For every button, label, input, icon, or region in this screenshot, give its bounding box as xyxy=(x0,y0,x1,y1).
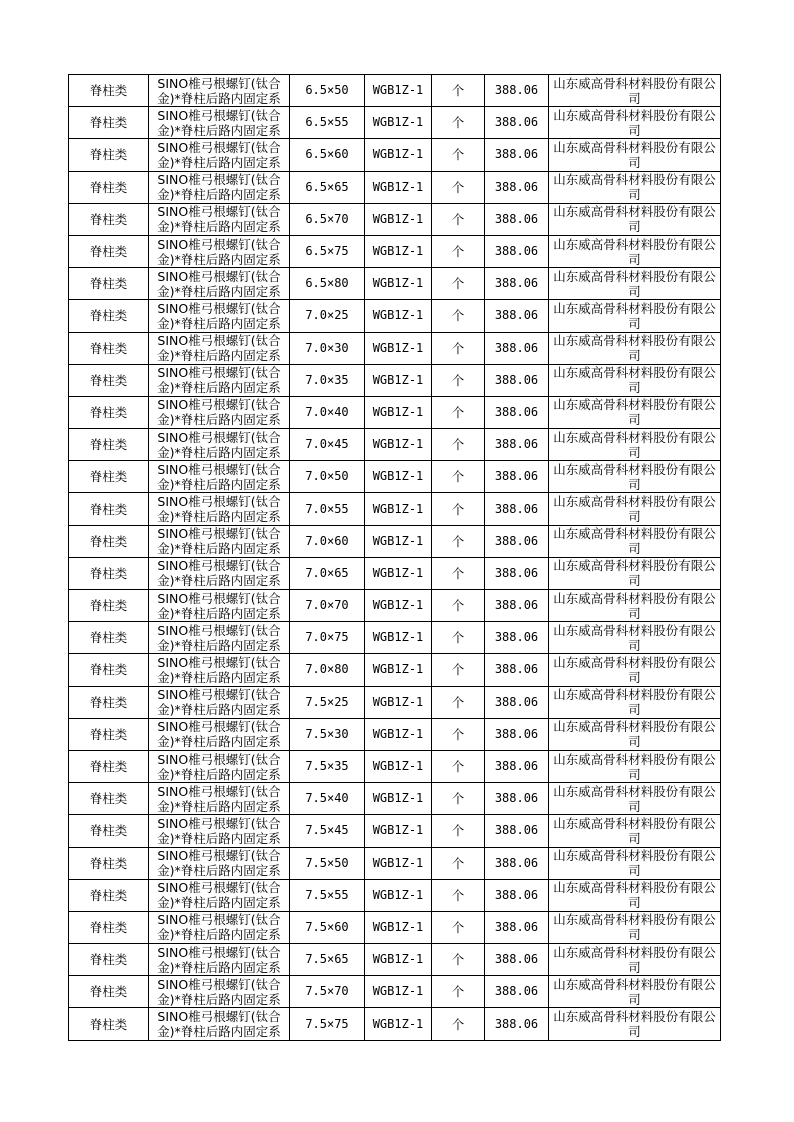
spec-cell: 6.5×80 xyxy=(290,268,365,300)
spec-cell: 7.0×40 xyxy=(290,396,365,428)
table-body xyxy=(69,75,721,1041)
category-cell: 脊柱类 xyxy=(69,654,149,686)
model-cell: WGB1Z-1 xyxy=(365,396,432,428)
category-cell: 脊柱类 xyxy=(69,815,149,847)
spec-cell: 6.5×60 xyxy=(290,139,365,171)
spec-cell: 6.5×55 xyxy=(290,107,365,139)
table-row xyxy=(69,429,721,461)
price-cell: 388.06 xyxy=(485,203,549,235)
price-cell: 388.06 xyxy=(485,364,549,396)
manufacturer-cell: 山东威高骨科材料股份有限公司 xyxy=(549,107,721,139)
unit-cell: 个 xyxy=(432,815,485,847)
price-cell: 388.06 xyxy=(485,300,549,332)
spec-cell: 7.5×30 xyxy=(290,718,365,750)
product-name-cell: SINO椎弓根螺钉(钛合金)*脊柱后路内固定系 xyxy=(149,203,290,235)
product-name-cell: SINO椎弓根螺钉(钛合金)*脊柱后路内固定系 xyxy=(149,783,290,815)
table-row xyxy=(69,493,721,525)
price-cell: 388.06 xyxy=(485,268,549,300)
manufacturer-cell: 山东威高骨科材料股份有限公司 xyxy=(549,976,721,1008)
product-name-cell: SINO椎弓根螺钉(钛合金)*脊柱后路内固定系 xyxy=(149,750,290,782)
manufacturer-cell: 山东威高骨科材料股份有限公司 xyxy=(549,396,721,428)
product-name-cell: SINO椎弓根螺钉(钛合金)*脊柱后路内固定系 xyxy=(149,396,290,428)
unit-cell: 个 xyxy=(432,396,485,428)
table-row xyxy=(69,332,721,364)
product-name-cell: SINO椎弓根螺钉(钛合金)*脊柱后路内固定系 xyxy=(149,944,290,976)
unit-cell: 个 xyxy=(432,976,485,1008)
manufacturer-cell: 山东威高骨科材料股份有限公司 xyxy=(549,718,721,750)
unit-cell: 个 xyxy=(432,622,485,654)
category-cell: 脊柱类 xyxy=(69,364,149,396)
product-name-cell: SINO椎弓根螺钉(钛合金)*脊柱后路内固定系 xyxy=(149,622,290,654)
product-name-cell: SINO椎弓根螺钉(钛合金)*脊柱后路内固定系 xyxy=(149,911,290,943)
price-cell: 388.06 xyxy=(485,750,549,782)
category-cell: 脊柱类 xyxy=(69,557,149,589)
category-cell: 脊柱类 xyxy=(69,750,149,782)
price-cell: 388.06 xyxy=(485,976,549,1008)
table-row xyxy=(69,235,721,267)
product-name-cell: SINO椎弓根螺钉(钛合金)*脊柱后路内固定系 xyxy=(149,429,290,461)
spec-cell: 7.5×35 xyxy=(290,750,365,782)
category-cell: 脊柱类 xyxy=(69,783,149,815)
unit-cell: 个 xyxy=(432,75,485,107)
spec-cell: 7.5×25 xyxy=(290,686,365,718)
manufacturer-cell: 山东威高骨科材料股份有限公司 xyxy=(549,364,721,396)
spec-cell: 7.5×50 xyxy=(290,847,365,879)
unit-cell: 个 xyxy=(432,847,485,879)
product-price-table xyxy=(68,74,721,1041)
manufacturer-cell: 山东威高骨科材料股份有限公司 xyxy=(549,847,721,879)
manufacturer-cell: 山东威高骨科材料股份有限公司 xyxy=(549,171,721,203)
model-cell: WGB1Z-1 xyxy=(365,590,432,622)
product-name-cell: SINO椎弓根螺钉(钛合金)*脊柱后路内固定系 xyxy=(149,976,290,1008)
table-row xyxy=(69,783,721,815)
unit-cell: 个 xyxy=(432,139,485,171)
manufacturer-cell: 山东威高骨科材料股份有限公司 xyxy=(549,622,721,654)
product-name-cell: SINO椎弓根螺钉(钛合金)*脊柱后路内固定系 xyxy=(149,1008,290,1040)
price-cell: 388.06 xyxy=(485,525,549,557)
price-cell: 388.06 xyxy=(485,815,549,847)
model-cell: WGB1Z-1 xyxy=(365,203,432,235)
price-cell: 388.06 xyxy=(485,171,549,203)
unit-cell: 个 xyxy=(432,686,485,718)
price-cell: 388.06 xyxy=(485,879,549,911)
price-cell: 388.06 xyxy=(485,461,549,493)
product-name-cell: SINO椎弓根螺钉(钛合金)*脊柱后路内固定系 xyxy=(149,686,290,718)
category-cell: 脊柱类 xyxy=(69,235,149,267)
category-cell: 脊柱类 xyxy=(69,1008,149,1040)
unit-cell: 个 xyxy=(432,203,485,235)
unit-cell: 个 xyxy=(432,300,485,332)
product-name-cell: SINO椎弓根螺钉(钛合金)*脊柱后路内固定系 xyxy=(149,557,290,589)
table-row xyxy=(69,622,721,654)
table-row xyxy=(69,686,721,718)
model-cell: WGB1Z-1 xyxy=(365,300,432,332)
model-cell: WGB1Z-1 xyxy=(365,171,432,203)
price-cell: 388.06 xyxy=(485,332,549,364)
model-cell: WGB1Z-1 xyxy=(365,139,432,171)
price-cell: 388.06 xyxy=(485,107,549,139)
spec-cell: 6.5×75 xyxy=(290,235,365,267)
category-cell: 脊柱类 xyxy=(69,139,149,171)
category-cell: 脊柱类 xyxy=(69,203,149,235)
unit-cell: 个 xyxy=(432,461,485,493)
manufacturer-cell: 山东威高骨科材料股份有限公司 xyxy=(549,686,721,718)
spec-cell: 7.0×50 xyxy=(290,461,365,493)
manufacturer-cell: 山东威高骨科材料股份有限公司 xyxy=(549,235,721,267)
table-row xyxy=(69,654,721,686)
table-row xyxy=(69,396,721,428)
category-cell: 脊柱类 xyxy=(69,622,149,654)
category-cell: 脊柱类 xyxy=(69,493,149,525)
unit-cell: 个 xyxy=(432,429,485,461)
manufacturer-cell: 山东威高骨科材料股份有限公司 xyxy=(549,525,721,557)
model-cell: WGB1Z-1 xyxy=(365,429,432,461)
table-row xyxy=(69,911,721,943)
table-row xyxy=(69,557,721,589)
price-cell: 388.06 xyxy=(485,429,549,461)
model-cell: WGB1Z-1 xyxy=(365,235,432,267)
product-name-cell: SINO椎弓根螺钉(钛合金)*脊柱后路内固定系 xyxy=(149,847,290,879)
spec-cell: 6.5×50 xyxy=(290,75,365,107)
price-cell: 388.06 xyxy=(485,396,549,428)
model-cell: WGB1Z-1 xyxy=(365,493,432,525)
spec-cell: 6.5×70 xyxy=(290,203,365,235)
table-row xyxy=(69,75,721,107)
table-row xyxy=(69,461,721,493)
product-name-cell: SINO椎弓根螺钉(钛合金)*脊柱后路内固定系 xyxy=(149,300,290,332)
price-cell: 388.06 xyxy=(485,944,549,976)
product-name-cell: SINO椎弓根螺钉(钛合金)*脊柱后路内固定系 xyxy=(149,139,290,171)
unit-cell: 个 xyxy=(432,1008,485,1040)
table-row xyxy=(69,1008,721,1040)
spec-cell: 7.5×70 xyxy=(290,976,365,1008)
model-cell: WGB1Z-1 xyxy=(365,557,432,589)
spec-cell: 7.0×25 xyxy=(290,300,365,332)
product-name-cell: SINO椎弓根螺钉(钛合金)*脊柱后路内固定系 xyxy=(149,525,290,557)
price-cell: 388.06 xyxy=(485,911,549,943)
product-name-cell: SINO椎弓根螺钉(钛合金)*脊柱后路内固定系 xyxy=(149,879,290,911)
manufacturer-cell: 山东威高骨科材料股份有限公司 xyxy=(549,815,721,847)
category-cell: 脊柱类 xyxy=(69,944,149,976)
model-cell: WGB1Z-1 xyxy=(365,75,432,107)
unit-cell: 个 xyxy=(432,911,485,943)
price-cell: 388.06 xyxy=(485,139,549,171)
model-cell: WGB1Z-1 xyxy=(365,268,432,300)
manufacturer-cell: 山东威高骨科材料股份有限公司 xyxy=(549,879,721,911)
manufacturer-cell: 山东威高骨科材料股份有限公司 xyxy=(549,139,721,171)
spec-cell: 7.0×70 xyxy=(290,590,365,622)
category-cell: 脊柱类 xyxy=(69,75,149,107)
unit-cell: 个 xyxy=(432,590,485,622)
manufacturer-cell: 山东威高骨科材料股份有限公司 xyxy=(549,268,721,300)
table-row xyxy=(69,815,721,847)
product-name-cell: SINO椎弓根螺钉(钛合金)*脊柱后路内固定系 xyxy=(149,171,290,203)
manufacturer-cell: 山东威高骨科材料股份有限公司 xyxy=(549,203,721,235)
category-cell: 脊柱类 xyxy=(69,718,149,750)
manufacturer-cell: 山东威高骨科材料股份有限公司 xyxy=(549,590,721,622)
product-name-cell: SINO椎弓根螺钉(钛合金)*脊柱后路内固定系 xyxy=(149,75,290,107)
model-cell: WGB1Z-1 xyxy=(365,815,432,847)
table-row xyxy=(69,879,721,911)
model-cell: WGB1Z-1 xyxy=(365,750,432,782)
category-cell: 脊柱类 xyxy=(69,686,149,718)
price-cell: 388.06 xyxy=(485,235,549,267)
category-cell: 脊柱类 xyxy=(69,911,149,943)
category-cell: 脊柱类 xyxy=(69,847,149,879)
manufacturer-cell: 山东威高骨科材料股份有限公司 xyxy=(549,1008,721,1040)
product-name-cell: SINO椎弓根螺钉(钛合金)*脊柱后路内固定系 xyxy=(149,654,290,686)
price-cell: 388.06 xyxy=(485,557,549,589)
model-cell: WGB1Z-1 xyxy=(365,879,432,911)
manufacturer-cell: 山东威高骨科材料股份有限公司 xyxy=(549,783,721,815)
unit-cell: 个 xyxy=(432,332,485,364)
table-row xyxy=(69,525,721,557)
price-cell: 388.06 xyxy=(485,718,549,750)
category-cell: 脊柱类 xyxy=(69,590,149,622)
model-cell: WGB1Z-1 xyxy=(365,525,432,557)
manufacturer-cell: 山东威高骨科材料股份有限公司 xyxy=(549,429,721,461)
spec-cell: 7.0×35 xyxy=(290,364,365,396)
product-name-cell: SINO椎弓根螺钉(钛合金)*脊柱后路内固定系 xyxy=(149,815,290,847)
unit-cell: 个 xyxy=(432,525,485,557)
spec-cell: 7.0×75 xyxy=(290,622,365,654)
product-name-cell: SINO椎弓根螺钉(钛合金)*脊柱后路内固定系 xyxy=(149,493,290,525)
manufacturer-cell: 山东威高骨科材料股份有限公司 xyxy=(549,911,721,943)
category-cell: 脊柱类 xyxy=(69,429,149,461)
spec-cell: 6.5×65 xyxy=(290,171,365,203)
manufacturer-cell: 山东威高骨科材料股份有限公司 xyxy=(549,493,721,525)
category-cell: 脊柱类 xyxy=(69,332,149,364)
manufacturer-cell: 山东威高骨科材料股份有限公司 xyxy=(549,75,721,107)
spec-cell: 7.0×65 xyxy=(290,557,365,589)
spec-cell: 7.5×65 xyxy=(290,944,365,976)
category-cell: 脊柱类 xyxy=(69,268,149,300)
model-cell: WGB1Z-1 xyxy=(365,654,432,686)
table-row xyxy=(69,364,721,396)
table-row xyxy=(69,718,721,750)
product-name-cell: SINO椎弓根螺钉(钛合金)*脊柱后路内固定系 xyxy=(149,268,290,300)
model-cell: WGB1Z-1 xyxy=(365,332,432,364)
unit-cell: 个 xyxy=(432,171,485,203)
unit-cell: 个 xyxy=(432,364,485,396)
model-cell: WGB1Z-1 xyxy=(365,718,432,750)
category-cell: 脊柱类 xyxy=(69,171,149,203)
unit-cell: 个 xyxy=(432,235,485,267)
model-cell: WGB1Z-1 xyxy=(365,783,432,815)
product-name-cell: SINO椎弓根螺钉(钛合金)*脊柱后路内固定系 xyxy=(149,332,290,364)
product-name-cell: SINO椎弓根螺钉(钛合金)*脊柱后路内固定系 xyxy=(149,107,290,139)
manufacturer-cell: 山东威高骨科材料股份有限公司 xyxy=(549,944,721,976)
table-row xyxy=(69,300,721,332)
unit-cell: 个 xyxy=(432,107,485,139)
table-row xyxy=(69,976,721,1008)
price-cell: 388.06 xyxy=(485,493,549,525)
spec-cell: 7.5×75 xyxy=(290,1008,365,1040)
unit-cell: 个 xyxy=(432,783,485,815)
unit-cell: 个 xyxy=(432,557,485,589)
model-cell: WGB1Z-1 xyxy=(365,622,432,654)
model-cell: WGB1Z-1 xyxy=(365,107,432,139)
category-cell: 脊柱类 xyxy=(69,525,149,557)
spec-cell: 7.0×55 xyxy=(290,493,365,525)
unit-cell: 个 xyxy=(432,750,485,782)
spec-cell: 7.0×60 xyxy=(290,525,365,557)
table-row xyxy=(69,107,721,139)
table-row xyxy=(69,171,721,203)
category-cell: 脊柱类 xyxy=(69,396,149,428)
price-cell: 388.06 xyxy=(485,1008,549,1040)
manufacturer-cell: 山东威高骨科材料股份有限公司 xyxy=(549,332,721,364)
unit-cell: 个 xyxy=(432,654,485,686)
spec-cell: 7.0×45 xyxy=(290,429,365,461)
product-name-cell: SINO椎弓根螺钉(钛合金)*脊柱后路内固定系 xyxy=(149,461,290,493)
model-cell: WGB1Z-1 xyxy=(365,976,432,1008)
price-cell: 388.06 xyxy=(485,654,549,686)
spec-cell: 7.5×60 xyxy=(290,911,365,943)
spec-cell: 7.0×80 xyxy=(290,654,365,686)
category-cell: 脊柱类 xyxy=(69,461,149,493)
table-row xyxy=(69,139,721,171)
manufacturer-cell: 山东威高骨科材料股份有限公司 xyxy=(549,300,721,332)
table-row xyxy=(69,203,721,235)
table-row xyxy=(69,847,721,879)
category-cell: 脊柱类 xyxy=(69,879,149,911)
spec-cell: 7.5×45 xyxy=(290,815,365,847)
price-cell: 388.06 xyxy=(485,686,549,718)
spec-cell: 7.5×55 xyxy=(290,879,365,911)
unit-cell: 个 xyxy=(432,718,485,750)
price-cell: 388.06 xyxy=(485,622,549,654)
model-cell: WGB1Z-1 xyxy=(365,944,432,976)
category-cell: 脊柱类 xyxy=(69,300,149,332)
table-row xyxy=(69,268,721,300)
product-name-cell: SINO椎弓根螺钉(钛合金)*脊柱后路内固定系 xyxy=(149,235,290,267)
product-name-cell: SINO椎弓根螺钉(钛合金)*脊柱后路内固定系 xyxy=(149,364,290,396)
model-cell: WGB1Z-1 xyxy=(365,461,432,493)
model-cell: WGB1Z-1 xyxy=(365,364,432,396)
manufacturer-cell: 山东威高骨科材料股份有限公司 xyxy=(549,654,721,686)
product-name-cell: SINO椎弓根螺钉(钛合金)*脊柱后路内固定系 xyxy=(149,590,290,622)
model-cell: WGB1Z-1 xyxy=(365,911,432,943)
price-cell: 388.06 xyxy=(485,783,549,815)
model-cell: WGB1Z-1 xyxy=(365,847,432,879)
manufacturer-cell: 山东威高骨科材料股份有限公司 xyxy=(549,557,721,589)
unit-cell: 个 xyxy=(432,879,485,911)
table-row xyxy=(69,750,721,782)
manufacturer-cell: 山东威高骨科材料股份有限公司 xyxy=(549,750,721,782)
price-cell: 388.06 xyxy=(485,847,549,879)
manufacturer-cell: 山东威高骨科材料股份有限公司 xyxy=(549,461,721,493)
unit-cell: 个 xyxy=(432,268,485,300)
model-cell: WGB1Z-1 xyxy=(365,1008,432,1040)
price-cell: 388.06 xyxy=(485,590,549,622)
category-cell: 脊柱类 xyxy=(69,107,149,139)
price-cell: 388.06 xyxy=(485,75,549,107)
table-row xyxy=(69,944,721,976)
spec-cell: 7.5×40 xyxy=(290,783,365,815)
spec-cell: 7.0×30 xyxy=(290,332,365,364)
model-cell: WGB1Z-1 xyxy=(365,686,432,718)
unit-cell: 个 xyxy=(432,493,485,525)
category-cell: 脊柱类 xyxy=(69,976,149,1008)
unit-cell: 个 xyxy=(432,944,485,976)
product-name-cell: SINO椎弓根螺钉(钛合金)*脊柱后路内固定系 xyxy=(149,718,290,750)
table-row xyxy=(69,590,721,622)
